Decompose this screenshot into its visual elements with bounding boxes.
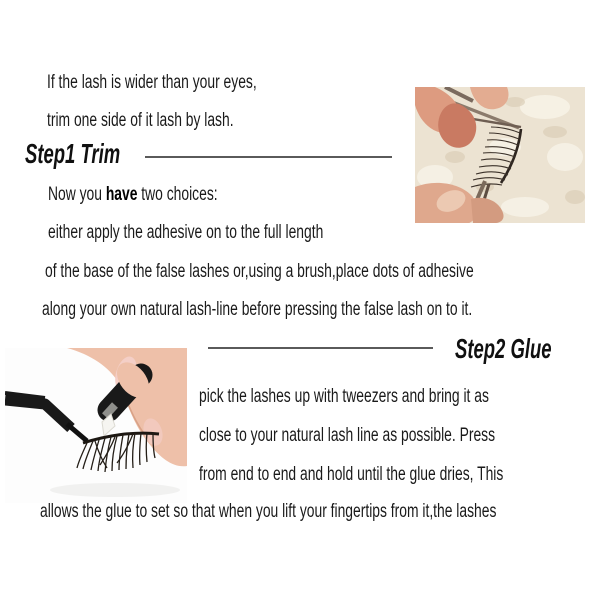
step2-divider-line <box>208 347 433 349</box>
step2-body-line-2: close to your natural lash line as possible. Press <box>199 425 496 446</box>
step2-body-line-1: pick the lashes up with tweezers and bring it as <box>199 386 489 407</box>
step2-heading: Step2 Glue <box>455 333 552 364</box>
step1-divider-line <box>145 156 392 158</box>
step1-intro-line-2: trim one side of it lash by lash. <box>47 110 234 131</box>
step1-body-line-2: of the base of the false lashes or,using a brush,place dots of adhesive <box>45 261 474 282</box>
step2-glue-photo <box>5 348 187 503</box>
step2-body-line-3: from end to end and hold until the glue dries, This <box>199 464 504 485</box>
step1-body-line-3: along your own natural lash-line before pressing the false lash on to it. <box>42 299 473 320</box>
choices-bold-word: have <box>105 184 138 205</box>
soft-shadow <box>50 483 180 497</box>
choices-prefix: Now you <box>48 184 106 205</box>
step1-heading: Step1 Trim <box>25 138 121 169</box>
step1-choices-line <box>48 184 218 206</box>
step2-footer-line: allows the glue to set so that when you lift your fingertips from it,the lashes <box>40 501 497 522</box>
step1-intro-line-1: If the lash is wider than your eyes, <box>47 72 257 93</box>
step1-trim-photo <box>415 87 585 223</box>
trim-photo-illustration <box>415 87 585 223</box>
choices-suffix: two choices: <box>137 184 218 205</box>
glue-photo-illustration <box>5 348 187 503</box>
step1-body-line-1: either apply the adhesive on to the full length <box>48 222 324 243</box>
